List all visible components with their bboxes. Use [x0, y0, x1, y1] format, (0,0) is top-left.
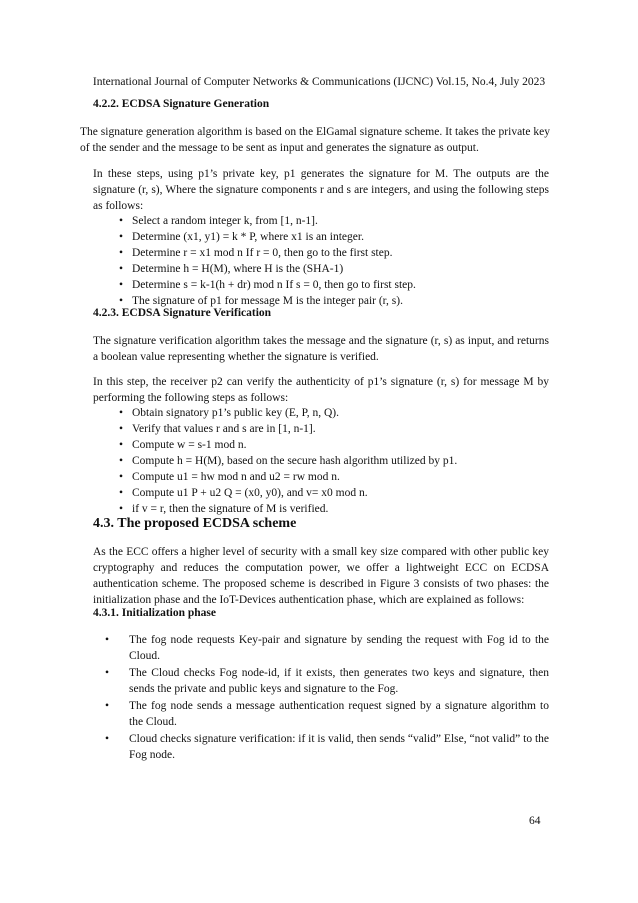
paragraph-signature-verification-steps-intro: In this step, the receiver p2 can verify the authenticity of p1’s signature (r, s) for message M by performing the following steps as follows: — [93, 376, 549, 404]
list-item: • Select a random integer k, from [1, n-1]. — [119, 213, 416, 229]
list-item: • Compute u1 = hw mod n and u2 = rw mod n. — [119, 469, 457, 485]
list-item: • Determine (x1, y1) = k * P, where x1 is an integer. — [119, 229, 416, 245]
list-item: • Cloud checks signature verification: if it is valid, then sends “valid” Else, “not valid” to the Fog node. — [105, 731, 549, 763]
journal-header: International Journal of Computer Networks & Communications (IJCNC) Vol.15, No.4, July 2023 — [92, 76, 546, 88]
paragraph-signature-verification-intro: The signature verification algorithm takes the message and the signature (r, s) as input, and returns a boolean value representing whether the signature is verified. — [93, 335, 549, 363]
list-item: • Determine s = k-1(h + dr) mod n If s = 0, then go to first step. — [119, 277, 416, 293]
list-item: • Compute u1 P + u2 Q = (x0, y0), and v= x0 mod n. — [119, 485, 457, 501]
list-item: • Compute h = H(M), based on the secure hash algorithm utilized by p1. — [119, 453, 457, 469]
section-heading-4-3-1: 4.3.1. Initialization phase — [93, 607, 217, 619]
paragraph-signature-generation-steps-intro: In these steps, using p1’s private key, p1 generates the signature for M. The outputs are the signature (r, s), Where the signature components r and s are integers, and using the following steps as follows: — [93, 168, 549, 212]
list-item: • The fog node sends a message authentication request signed by a signature algorithm to the Cloud. — [105, 698, 549, 730]
section-heading-4-3: 4.3. The proposed ECDSA scheme — [93, 516, 297, 531]
section-heading-4-2-2: 4.2.2. ECDSA Signature Generation — [93, 98, 270, 110]
list-item: • Obtain signatory p1’s public key (E, P, n, Q). — [119, 405, 457, 421]
initialization-phase-steps — [105, 632, 549, 764]
signature-verification-steps — [119, 405, 457, 517]
list-item: • Verify that values r and s are in [1, n-1]. — [119, 421, 457, 437]
signature-generation-steps — [119, 213, 416, 309]
list-item: • Compute w = s-1 mod n. — [119, 437, 457, 453]
page-number: 64 — [529, 815, 541, 827]
list-item: • Determine h = H(M), where H is the (SHA-1) — [119, 261, 416, 277]
section-heading-4-2-3: 4.2.3. ECDSA Signature Verification — [93, 307, 272, 319]
list-item: • if v = r, then the signature of M is verified. — [119, 501, 457, 517]
list-item: • The signature of p1 for message M is the integer pair (r, s). — [119, 293, 416, 309]
paragraph-signature-generation-intro: The signature generation algorithm is based on the ElGamal signature scheme. It takes the private key of the sender and the message to be sent as input and generates the signature as output. — [80, 126, 550, 154]
paragraph-proposed-scheme: As the ECC offers a higher level of security with a small key size compared with other public key cryptography and reduces the computation power, we offer a lightweight ECC on ECDSA authentication scheme. The proposed scheme is described in Figure 3 consists of two phases: the initialization phase and the IoT-Devices authentication phase, which are explained as follows: — [93, 546, 549, 606]
list-item: • The Cloud checks Fog node-id, if it exists, then generates two keys and signature, then sends the private and public keys and signature to the Fog. — [105, 665, 549, 697]
list-item: • Determine r = x1 mod n If r = 0, then go to the first step. — [119, 245, 416, 261]
list-item: • The fog node requests Key-pair and signature by sending the request with Fog id to the Cloud. — [105, 632, 549, 664]
